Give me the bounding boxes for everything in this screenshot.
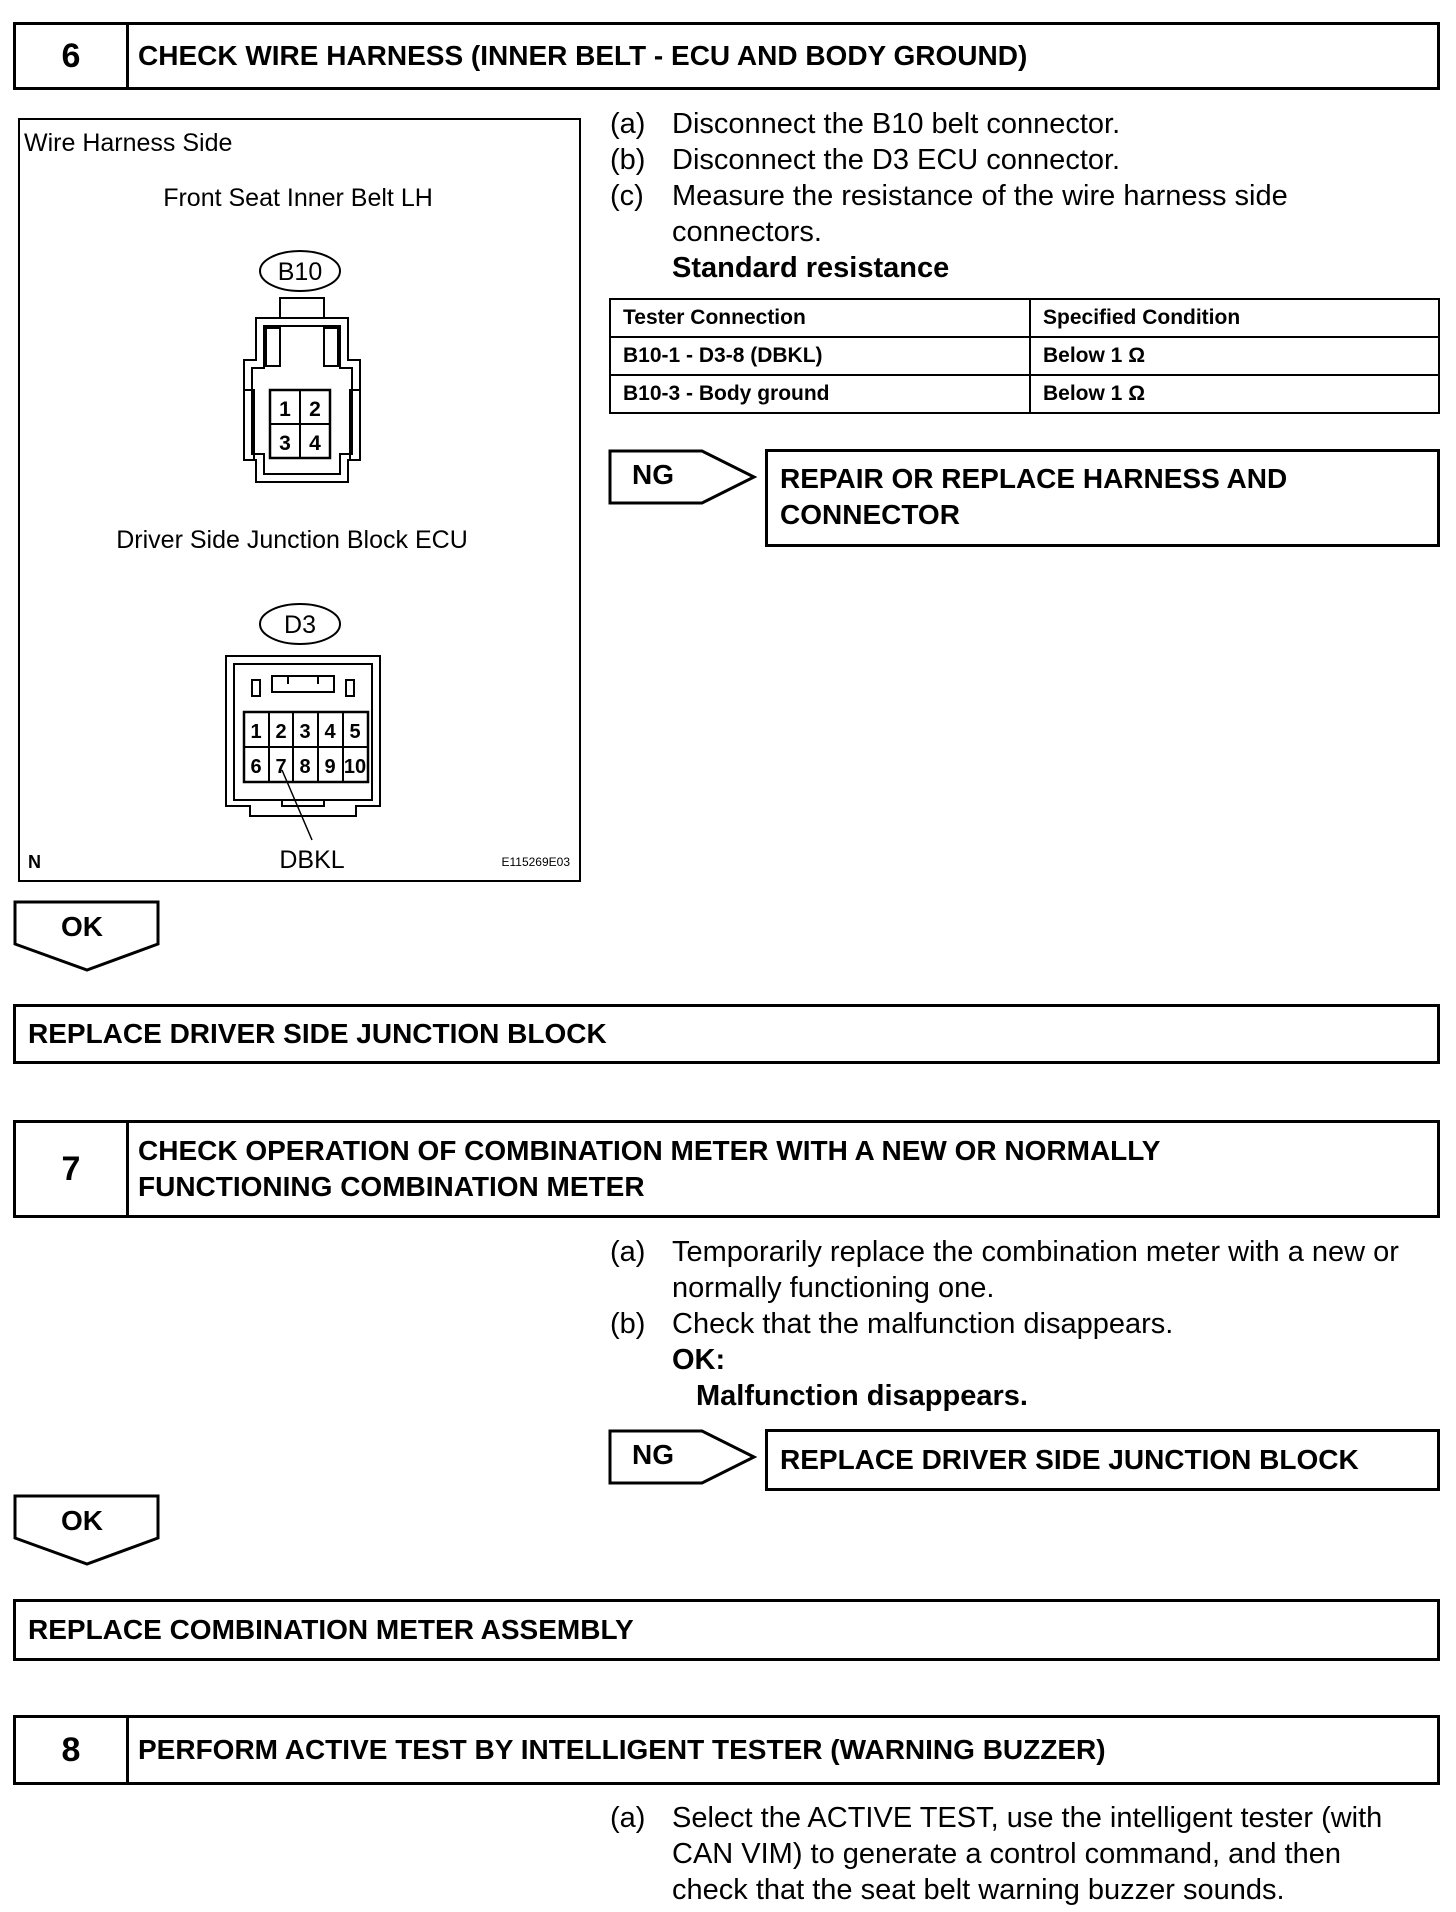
instruction-label: (b) [610,144,646,176]
ng-action-box [765,449,1440,547]
pin-label: 3 [299,721,311,743]
connector-figure [18,118,581,882]
step-number: 7 [16,1123,129,1215]
connector2-drawing [226,656,380,840]
instruction-label: (a) [610,1802,646,1834]
ok-label: OK [61,911,103,942]
pin-label: 1 [250,721,262,743]
table-row [610,375,1439,413]
ok-heading: OK: [672,1344,726,1376]
ng-action-box [765,1429,1440,1491]
instruction-b [610,1306,1440,1342]
instruction-a [610,1800,1440,1908]
instruction-text: Select the ACTIVE TEST, use the intelligent tester (with [672,1802,1383,1834]
instruction-label: (a) [610,1236,646,1268]
step-title: PERFORM ACTIVE TEST BY INTELLIGENT TESTER (WARNING BUZZER) [138,1734,1106,1765]
step-number: 8 [16,1718,129,1782]
instruction-b [610,142,1440,178]
instruction-text: Disconnect the B10 belt connector. [672,108,1121,140]
instruction-text: Measure the resistance of the wire harness side [672,180,1288,212]
resistance-table [609,298,1440,414]
ok-condition: Malfunction disappears. [696,1380,1028,1412]
step-number: 6 [16,25,129,87]
step-title-line: FUNCTIONING COMBINATION METER [138,1171,645,1202]
ng-action-text: REPAIR OR REPLACE HARNESS AND [780,463,1288,494]
pin-label: 2 [275,721,287,743]
ok-label: OK [61,1505,103,1536]
ng-label: NG [632,459,674,490]
connector1-id-badge [260,251,340,291]
instruction-a [610,1234,1440,1306]
step-6-result: REPLACE DRIVER SIDE JUNCTION BLOCK [13,1004,1440,1064]
ok-arrow [13,1494,161,1566]
pin-label: 4 [309,432,321,455]
table-header: Tester Connection [610,299,1030,337]
ng-arrow [608,1429,758,1485]
instruction-text: Check that the malfunction disappears. [672,1308,1174,1340]
table-cell: Below 1 Ω [1030,337,1439,375]
table-cell: B10-1 - D3-8 (DBKL) [610,337,1030,375]
instruction-label: (b) [610,1308,646,1340]
pin-label: 9 [324,756,336,778]
pin-label: 3 [279,432,291,455]
table-cell: Below 1 Ω [1030,375,1439,413]
pin-label: 10 [343,756,367,778]
wire-label: DBKL [279,846,345,874]
ng-label: NG [632,1439,674,1470]
ok-arrow [13,900,161,972]
step-title [138,1123,1427,1215]
instruction-c [610,178,1440,250]
instruction-text: Disconnect the D3 ECU connector. [672,144,1121,176]
instruction-text: Temporarily replace the combination meter with a new or [672,1236,1399,1268]
pin-label: 7 [275,756,287,778]
pin-label: 4 [324,721,336,743]
step-8-header [13,1715,1440,1785]
figure-code: E115269E03 [501,855,570,869]
step-title-line: CHECK OPERATION OF COMBINATION METER WITH A NEW OR NORMALLY [138,1135,1161,1166]
standard-resistance-heading: Standard resistance [672,252,950,284]
ng-arrow [608,449,758,505]
pin-label: 5 [349,721,361,743]
pin-label: 2 [309,398,321,421]
pin-label: 6 [250,756,262,778]
pin-label: 1 [279,398,291,421]
instruction-label: (a) [610,108,646,140]
table-row [610,337,1439,375]
step-7-result: REPLACE COMBINATION METER ASSEMBLY [13,1599,1440,1661]
instruction-text: check that the seat belt warning buzzer sounds. [672,1874,1285,1906]
step-7-header [13,1120,1440,1218]
figure-side-label: Wire Harness Side [24,129,233,157]
step-title: CHECK WIRE HARNESS (INNER BELT - ECU AND BODY GROUND) [138,40,1028,71]
pin-label: 8 [299,756,311,778]
connector1-title: Front Seat Inner Belt LH [163,184,433,212]
instruction-text: normally functioning one. [672,1272,995,1304]
instruction-text: connectors. [672,216,822,248]
connector2-id: D3 [284,611,316,639]
instruction-a [610,106,1440,142]
table-header: Specified Condition [1030,299,1439,337]
instruction-text: CAN VIM) to generate a control command, and then [672,1838,1341,1870]
step-6-header [13,22,1440,90]
table-header-row [610,299,1439,337]
connector2-title: Driver Side Junction Block ECU [116,526,468,554]
connector2-id-badge [260,604,340,644]
instruction-label: (c) [610,180,644,212]
ng-action-text: CONNECTOR [780,499,960,530]
connector1-drawing [244,298,360,482]
ng-action-text: REPLACE DRIVER SIDE JUNCTION BLOCK [780,1444,1359,1475]
figure-corner-letter: N [28,852,41,872]
connector1-id: B10 [277,258,323,286]
table-cell: B10-3 - Body ground [610,375,1030,413]
